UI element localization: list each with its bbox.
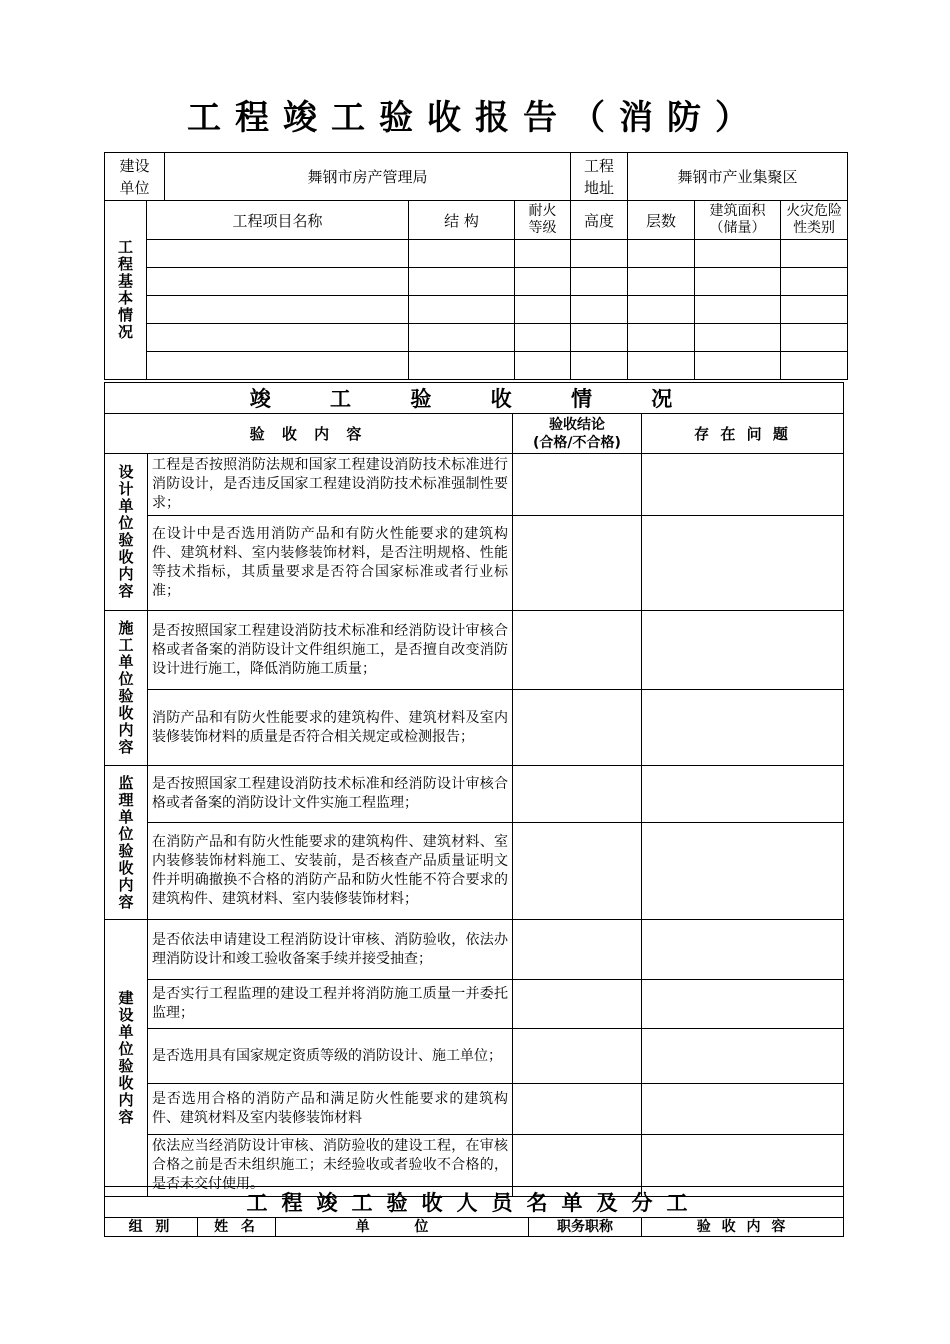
conclusion-cell[interactable] bbox=[513, 611, 642, 690]
conclusion-cell[interactable] bbox=[513, 690, 642, 766]
col-structure: 结 构 bbox=[409, 201, 515, 240]
check-item: 是否实行工程监理的建设工程并将消防施工质量一并委托监理； bbox=[148, 980, 513, 1029]
project-info-table bbox=[104, 152, 848, 380]
table-row bbox=[105, 268, 848, 296]
table-row bbox=[105, 296, 848, 324]
issue-cell[interactable] bbox=[642, 1029, 844, 1084]
acceptance-table bbox=[104, 382, 844, 1197]
issue-cell[interactable] bbox=[642, 690, 844, 766]
col-issues-header: 存 在 问 题 bbox=[642, 414, 844, 454]
col-group: 组 别 bbox=[105, 1218, 198, 1237]
group-label-construction: 施工单位验收内容 bbox=[105, 611, 148, 766]
issue-cell[interactable] bbox=[642, 516, 844, 611]
check-item: 依法应当经消防设计审核、消防验收的建设工程，在审核合格之前是否未组织施工；未经验收或者验收不合格的，是否未交付使用。 bbox=[148, 1135, 513, 1197]
conclusion-cell[interactable] bbox=[513, 1029, 642, 1084]
group-label-design: 设计单位验收内容 bbox=[105, 454, 148, 611]
builder-value: 舞钢市房产管理局 bbox=[165, 153, 571, 201]
conclusion-cell[interactable] bbox=[513, 920, 642, 980]
check-item: 工程是否按照消防法规和国家工程建设消防技术标准进行消防设计，是否违反国家工程建设消防技术标准强制性要求； bbox=[148, 454, 513, 516]
col-unit: 单 位 bbox=[276, 1218, 529, 1237]
conclusion-cell[interactable] bbox=[513, 1084, 642, 1135]
conclusion-cell[interactable] bbox=[513, 823, 642, 920]
issue-cell[interactable] bbox=[642, 980, 844, 1029]
col-name: 姓 名 bbox=[198, 1218, 276, 1237]
builder-label: 建设 单位 bbox=[105, 153, 165, 201]
address-label: 工程 地址 bbox=[571, 153, 628, 201]
group-label-builder: 建设单位验收内容 bbox=[105, 920, 148, 1197]
acceptance-section-title: 竣 工 验 收 情 况 bbox=[105, 383, 844, 414]
check-item: 是否选用合格的消防产品和满足防火性能要求的建筑构件、建筑材料及室内装修装饰材料 bbox=[148, 1084, 513, 1135]
table-row bbox=[105, 324, 848, 352]
address-value: 舞钢市产业集聚区 bbox=[628, 153, 848, 201]
conclusion-cell[interactable] bbox=[513, 766, 642, 823]
table-row bbox=[105, 240, 848, 268]
issue-cell[interactable] bbox=[642, 823, 844, 920]
check-item: 是否按照国家工程建设消防技术标准和经消防设计审核合格或者备案的消防设计文件组织施工，是否擅自改变消防设计进行施工，降低消防施工质量； bbox=[148, 611, 513, 690]
col-position: 职务职称 bbox=[529, 1218, 642, 1237]
issue-cell[interactable] bbox=[642, 1084, 844, 1135]
page-title: 工程竣工验收报告（消防） bbox=[187, 98, 763, 138]
group-label-supervision: 监理单位验收内容 bbox=[105, 766, 148, 920]
col-content-header: 验 收 内 容 bbox=[105, 414, 513, 454]
col-check-content: 验 收 内 容 bbox=[642, 1218, 844, 1237]
col-fire-rating: 耐火 等级 bbox=[515, 201, 571, 240]
check-item: 在消防产品和有防火性能要求的建筑构件、建筑材料、室内装修装饰材料施工、安装前，是否核查产品质量证明文件并明确撤换不合格的消防产品和防火性能不符合要求的建筑构件、建筑材料、室内装修装饰材料； bbox=[148, 823, 513, 920]
conclusion-cell[interactable] bbox=[513, 516, 642, 611]
issue-cell[interactable] bbox=[642, 920, 844, 980]
check-item: 是否按照国家工程建设消防技术标准和经消防设计审核合格或者备案的消防设计文件实施工程监理； bbox=[148, 766, 513, 823]
staff-table bbox=[104, 1186, 844, 1237]
check-item: 是否依法申请建设工程消防设计审核、消防验收，依法办理消防设计和竣工验收备案手续并接受抽查； bbox=[148, 920, 513, 980]
check-item: 在设计中是否选用消防产品和有防火性能要求的建筑构件、建筑材料、室内装修装饰材料，是否注明规格、性能等技术指标，其质量要求是否符合国家标准或者行业标准； bbox=[148, 516, 513, 611]
check-item: 消防产品和有防火性能要求的建筑构件、建筑材料及室内装修装饰材料的质量是否符合相关规定或检测报告； bbox=[148, 690, 513, 766]
col-height: 高度 bbox=[571, 201, 628, 240]
check-item: 是否选用具有国家规定资质等级的消防设计、施工单位； bbox=[148, 1029, 513, 1084]
basic-side-label: 工程基本情况 bbox=[105, 201, 147, 380]
issue-cell[interactable] bbox=[642, 454, 844, 516]
col-fire-hazard: 火灾危险 性类别 bbox=[781, 201, 848, 240]
col-project-name: 工程项目名称 bbox=[147, 201, 409, 240]
staff-section-title: 工程竣工验收人员名单及分工 bbox=[105, 1187, 844, 1218]
conclusion-cell[interactable] bbox=[513, 454, 642, 516]
issue-cell[interactable] bbox=[642, 766, 844, 823]
conclusion-cell[interactable] bbox=[513, 980, 642, 1029]
col-conclusion-header: 验收结论 (合格/不合格) bbox=[513, 414, 642, 454]
col-floors: 层数 bbox=[628, 201, 695, 240]
col-area: 建筑面积 （储量） bbox=[695, 201, 781, 240]
table-row bbox=[105, 352, 848, 380]
issue-cell[interactable] bbox=[642, 611, 844, 690]
